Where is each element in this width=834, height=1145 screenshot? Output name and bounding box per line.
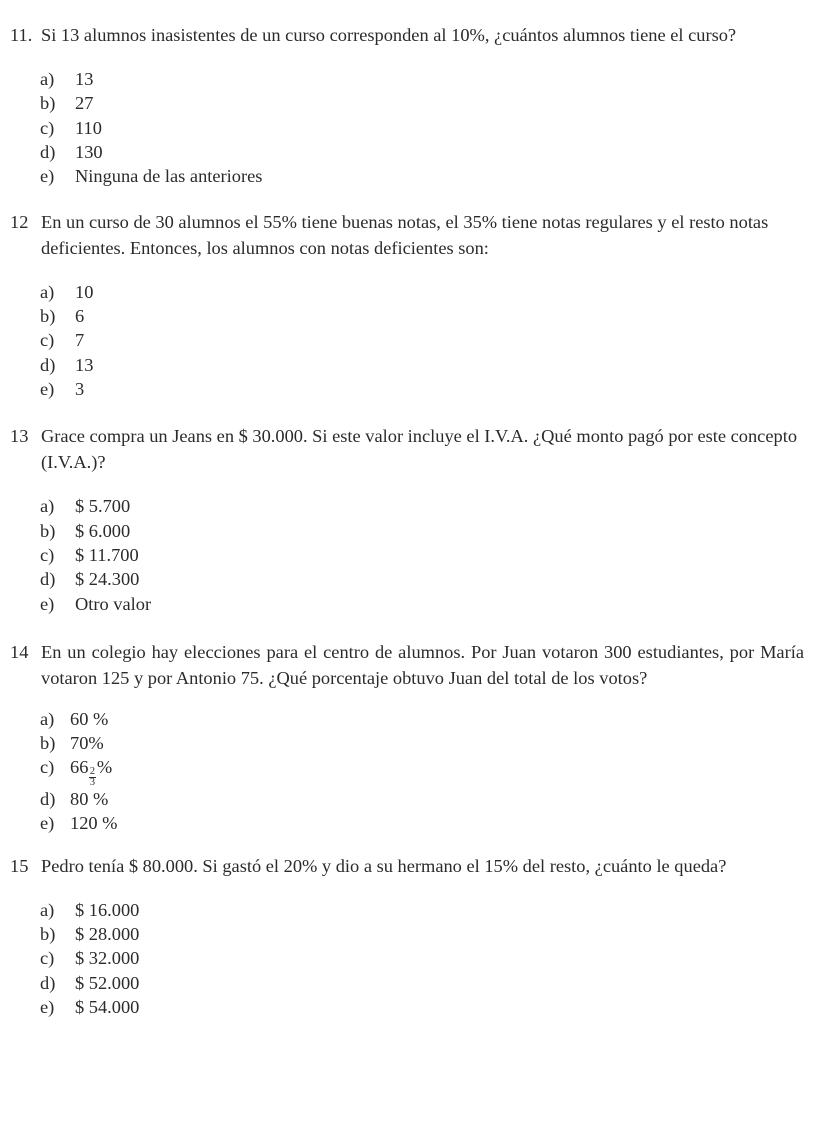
option-letter: e) [40,812,55,833]
option-item[interactable] [10,756,806,788]
question-block-12 [10,209,806,402]
option-letter: a) [40,281,55,302]
option-text: 6 [75,306,85,327]
option-text: $ 52.000 [75,972,140,993]
option-item[interactable] [10,164,806,188]
option-text: $ 24.300 [75,569,140,590]
option-letter: e) [40,997,55,1018]
option-list [10,494,806,615]
option-letter: c) [40,545,55,565]
option-letter: c) [40,948,55,969]
option-text: 130 [75,141,103,162]
option-letter: e) [40,593,55,614]
option-item[interactable] [10,995,806,1019]
option-text: 120 % [70,812,118,833]
option-item[interactable] [10,494,806,518]
question-text: Si 13 alumnos inasistentes de un curso corresponden al 10%, ¿cuántos alumnos tiene el curso? [41,25,737,45]
option-text: $ 28.000 [75,924,140,945]
option-text: Ninguna de las anteriores [75,166,263,187]
option-letter: a) [40,709,55,730]
option-text: 13 [75,69,94,90]
option-item[interactable] [10,971,806,995]
option-letter: c) [40,756,55,777]
question-statement [10,22,806,48]
option-letter: b) [40,306,56,327]
option-item[interactable] [10,708,806,732]
option-text: 70% [70,733,104,754]
option-list [10,898,806,1019]
question-block-14 [10,639,806,836]
question-block-15 [10,853,806,1020]
option-item[interactable] [10,788,806,812]
option-item[interactable] [10,898,806,922]
option-text: $ 54.000 [75,997,140,1018]
question-statement [10,853,806,879]
option-letter: b) [40,733,56,754]
question-statement [10,423,806,475]
option-text-whole: 66 [70,756,89,777]
option-letter: a) [40,899,55,920]
option-letter: a) [40,496,55,517]
option-text: Otro valor [75,593,152,614]
option-item[interactable] [10,116,806,140]
option-item[interactable] [10,377,806,401]
option-letter: d) [40,788,56,809]
option-text: 60 % [70,709,109,730]
option-letter: d) [40,972,56,993]
option-text: $ 16.000 [75,899,140,920]
option-letter: a) [40,69,55,90]
question-text: Grace compra un Jeans en $ 30.000. Si este valor incluye el I.V.A. ¿Qué monto pagó por este concepto (I.V.A.)? [41,426,798,473]
option-list [10,708,806,836]
option-item[interactable] [10,304,806,328]
fraction-numerator: 2 [89,765,96,777]
option-item[interactable] [10,543,806,567]
option-letter: b) [40,924,56,945]
question-number: 15 [10,855,29,876]
option-text: $ 6.000 [75,520,131,541]
option-text: 10 [75,281,94,302]
question-text: En un colegio hay elecciones para el centro de alumnos. Por Juan votaron 300 estudiantes, por María votaron 125 y por Antonio 75. ¿Qué porcentaje obtuvo Juan del total de los votos? [41,641,804,688]
option-text: 80 % [70,788,109,809]
question-text: En un curso de 30 alumnos el 55% tiene buenas notas, el 35% tiene notas regulares y el resto notas deficientes. Entonces, los alumnos con notas deficientes son: [41,211,769,258]
option-text: 3 [75,378,85,399]
option-text: $ 11.700 [75,545,139,565]
option-letter: d) [40,141,56,162]
option-letter: d) [40,354,56,375]
option-text: 7 [75,330,85,351]
option-text: $ 5.700 [75,496,131,517]
option-item[interactable] [10,67,806,91]
question-block-11 [10,22,806,189]
option-letter: b) [40,520,56,541]
option-item[interactable] [10,280,806,304]
fraction-denominator: 3 [89,777,96,789]
option-text-suffix: % [96,756,113,777]
option-item[interactable] [10,592,806,616]
option-item[interactable] [10,519,806,543]
option-letter: e) [40,166,55,187]
mixed-fraction [89,767,96,789]
option-letter: c) [40,330,55,351]
question-number: 12 [10,211,29,232]
option-item[interactable] [10,946,806,970]
option-item[interactable] [10,732,806,756]
option-item[interactable] [10,812,806,836]
option-text: 27 [75,93,94,114]
option-letter: e) [40,378,55,399]
option-list [10,280,806,401]
option-text: $ 32.000 [75,948,140,969]
option-item[interactable] [10,353,806,377]
option-letter: d) [40,569,56,590]
question-text: Pedro tenía $ 80.000. Si gastó el 20% y dio a su hermano el 15% del resto, ¿cuánto le queda? [41,855,727,876]
option-text: 110 [75,117,102,138]
option-letter: b) [40,93,56,114]
question-statement [10,639,806,691]
option-text: 13 [75,354,94,375]
question-number: 11. [10,25,33,45]
question-statement [10,209,806,261]
question-block-13 [10,423,806,616]
question-number: 13 [10,426,29,447]
option-item[interactable] [10,922,806,946]
option-item[interactable] [10,140,806,164]
question-number: 14 [10,641,29,662]
option-list [10,67,806,188]
option-item[interactable] [10,567,806,591]
option-item[interactable] [10,91,806,115]
option-letter: c) [40,117,55,138]
option-item[interactable] [10,328,806,352]
